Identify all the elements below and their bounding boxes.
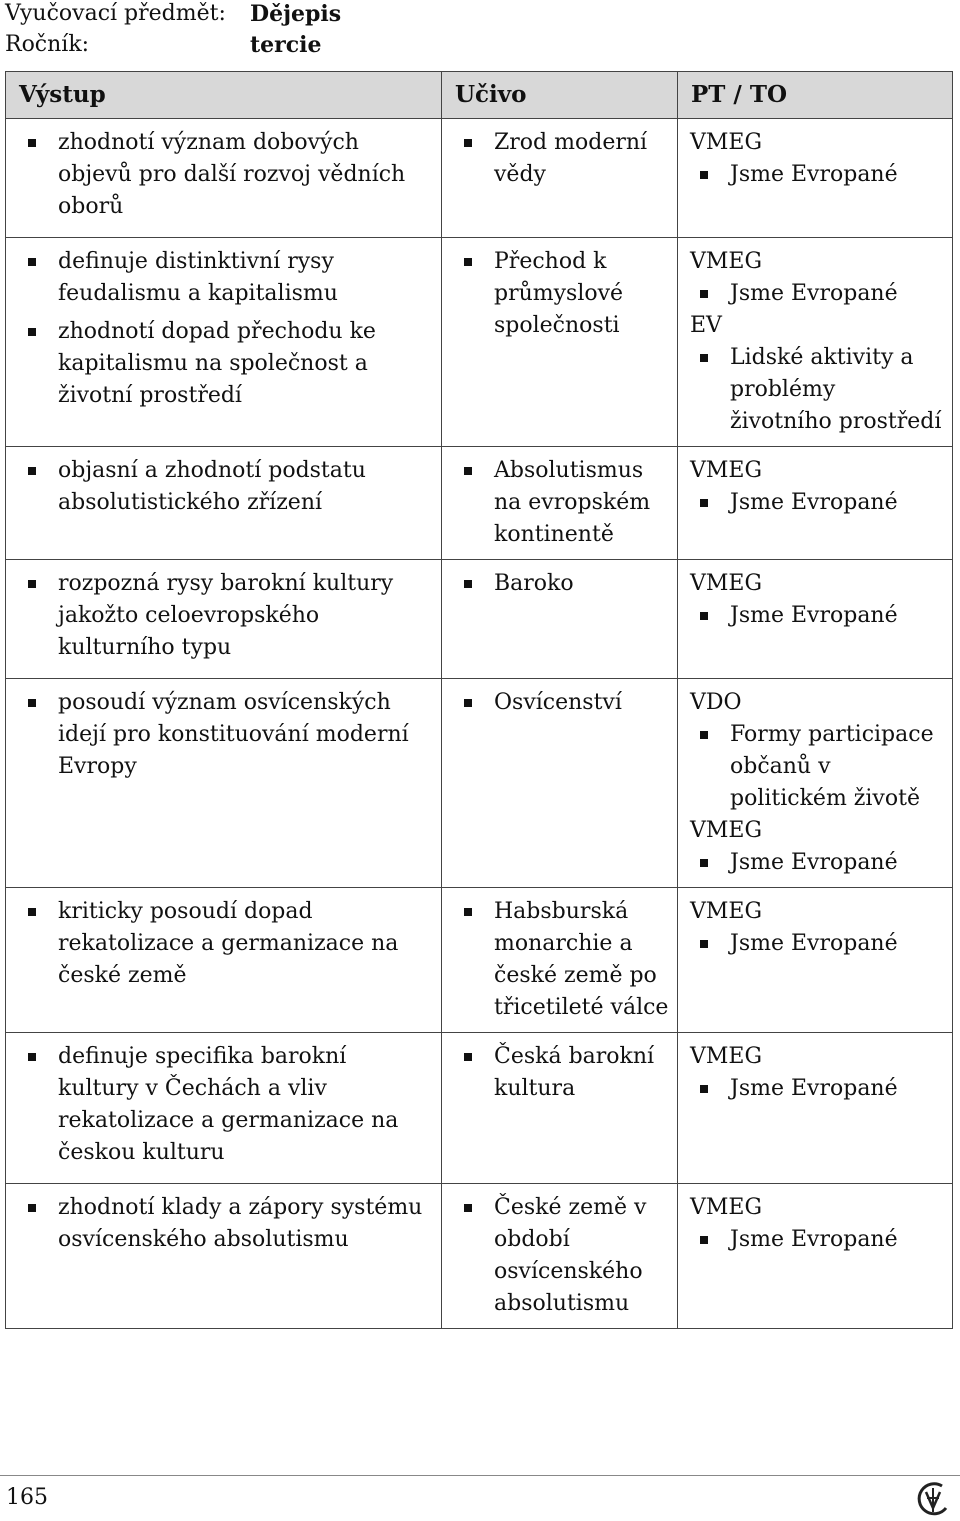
topic-cell [442,560,678,679]
topic-item: Osvícenství [454,687,669,719]
output-item: posoudí význam osvícenských idejí pro konstituování moderní Evropy [18,687,433,783]
subject-value: Dějepis [250,1,342,27]
school-logo-icon [912,1478,954,1520]
table-row [6,560,953,679]
theme-item: Jsme Evropané [690,1073,944,1105]
topic-item: Absolutismus na evropském kontinentě [454,455,669,551]
topic-cell [442,888,678,1033]
output-item: zhodnotí dopad přechodu ke kapitalismu na společnost a životní prostředí [18,316,433,412]
output-item: zhodnotí význam dobových objevů pro další rozvoj vědních oborů [18,127,433,223]
column-header-vystup: Výstup [6,72,442,119]
grade-label: Ročník: [5,32,90,57]
outputs-cell [6,447,442,560]
column-header-pt-to: PT / TO [678,72,953,119]
pt-to-cell [678,560,953,679]
subject-row [5,0,605,31]
column-header-ucivo: Učivo [442,72,678,119]
subject-label: Vyučovací předmět: [5,1,226,26]
theme-abbrev: VMEG [690,1195,763,1220]
theme-item: Formy participace občanů v politickém životě [690,719,944,815]
pt-to-cell [678,447,953,560]
theme-abbrev: VMEG [690,1044,763,1069]
table-row [6,888,953,1033]
page-number: 165 [6,1485,48,1510]
theme-item: Jsme Evropané [690,928,944,960]
topic-cell [442,1033,678,1184]
topic-item: Baroko [454,568,669,600]
outputs-cell [6,679,442,888]
topic-cell [442,119,678,238]
theme-item: Jsme Evropané [690,600,944,632]
pt-to-cell [678,888,953,1033]
table-row [6,1184,953,1329]
grade-row [5,31,605,62]
pt-to-cell [678,119,953,238]
topic-cell [442,447,678,560]
pt-to-cell [678,679,953,888]
pt-to-cell [678,238,953,447]
theme-abbrev: VMEG [690,130,763,155]
grade-value: tercie [250,32,322,58]
theme-item: Jsme Evropané [690,487,944,519]
topic-item: Česká barokní kultura [454,1041,669,1105]
theme-abbrev: VDO [690,690,742,715]
outputs-cell [6,560,442,679]
table-row [6,447,953,560]
theme-item: Jsme Evropané [690,847,944,879]
topic-item: České země v období osvícenského absolutismu [454,1192,669,1320]
topic-item: Zrod moderní vědy [454,127,669,191]
topic-item: Přechod k průmyslové společnosti [454,246,669,342]
theme-abbrev: VMEG [690,458,763,483]
pt-to-cell [678,1033,953,1184]
footer-divider [0,1475,960,1476]
theme-abbrev: VMEG [690,818,763,843]
theme-item: Lidské aktivity a problémy životního prostředí [690,342,944,438]
topic-cell [442,1184,678,1329]
table-row [6,679,953,888]
outputs-cell [6,888,442,1033]
theme-abbrev: EV [690,313,722,338]
theme-item: Jsme Evropané [690,278,944,310]
output-item: rozpozná rysy barokní kultury jakožto celoevropského kulturního typu [18,568,433,664]
outputs-cell [6,119,442,238]
document-header [5,0,605,62]
pt-to-cell [678,1184,953,1329]
theme-item: Jsme Evropané [690,1224,944,1256]
output-item: objasní a zhodnotí podstatu absolutistického zřízení [18,455,433,519]
output-item: zhodnotí klady a zápory systému osvícenského absolutismu [18,1192,433,1256]
output-item: kriticky posoudí dopad rekatolizace a germanizace na české země [18,896,433,992]
topic-cell [442,679,678,888]
table-row [6,1033,953,1184]
output-item: definuje distinktivní rysy feudalismu a kapitalismu [18,246,433,310]
outputs-cell [6,1184,442,1329]
outputs-cell [6,1033,442,1184]
theme-abbrev: VMEG [690,571,763,596]
output-item: definuje specifika barokní kultury v Čechách a vliv rekatolizace a germanizace na českou kulturu [18,1041,433,1169]
table-row [6,119,953,238]
theme-abbrev: VMEG [690,249,763,274]
topic-item: Habsburská monarchie a české země po třicetileté válce [454,896,669,1024]
table-header-row [6,72,953,119]
outputs-cell [6,238,442,447]
table-row [6,238,953,447]
theme-abbrev: VMEG [690,899,763,924]
topic-cell [442,238,678,447]
curriculum-table [5,71,953,1329]
theme-item: Jsme Evropané [690,159,944,191]
